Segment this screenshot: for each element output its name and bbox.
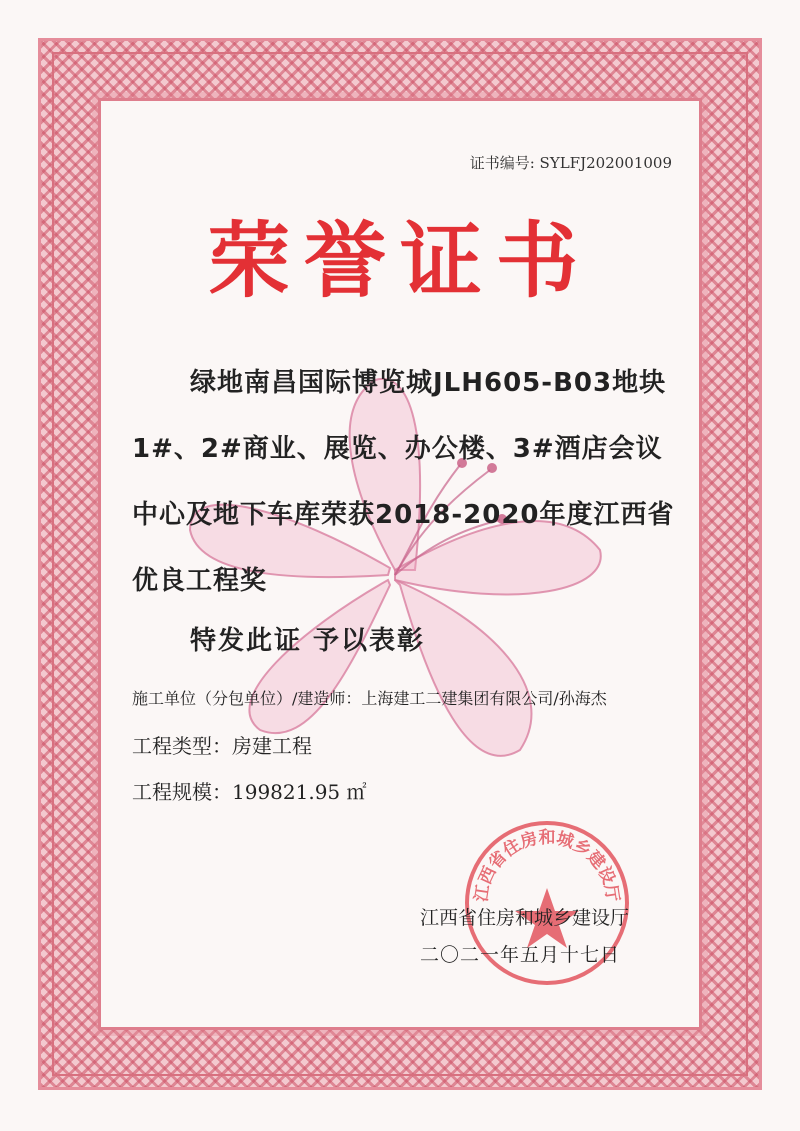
seal-text: 江西省住房和城乡建设厅 bbox=[471, 828, 623, 904]
issue-date: 二〇二一年五月十七日 bbox=[420, 944, 621, 966]
construction-unit bbox=[132, 686, 607, 709]
project-type-label: 工程类型： bbox=[132, 734, 232, 758]
project-scale bbox=[132, 776, 367, 805]
award-description: 绿地南昌国际博览城JLH605-B03地块1#、2#商业、展览、办公楼、3#酒店会议中心及地下车库荣获2018-2020年度江西省优良工程奖 bbox=[132, 368, 675, 596]
project-scale-value: 199821.95 ㎡ bbox=[232, 780, 367, 804]
project-scale-label: 工程规模： bbox=[132, 780, 232, 804]
construction-unit-label: 施工单位（分包单位）/建造师： bbox=[132, 689, 362, 708]
award-commendation: 特发此证 予以表彰 bbox=[190, 626, 426, 656]
certificate-title: 荣誉证书 bbox=[207, 213, 592, 309]
project-type-value: 房建工程 bbox=[232, 734, 312, 758]
project-type bbox=[132, 730, 312, 759]
certificate-number-value: SYLFJ202001009 bbox=[539, 154, 672, 172]
certificate-number bbox=[470, 152, 672, 173]
construction-unit-value: 上海建工二建集团有限公司/孙海杰 bbox=[361, 689, 607, 708]
certificate-number-label: 证书编号: bbox=[469, 154, 535, 172]
issuing-authority: 江西省住房和城乡建设厅 bbox=[420, 907, 630, 929]
